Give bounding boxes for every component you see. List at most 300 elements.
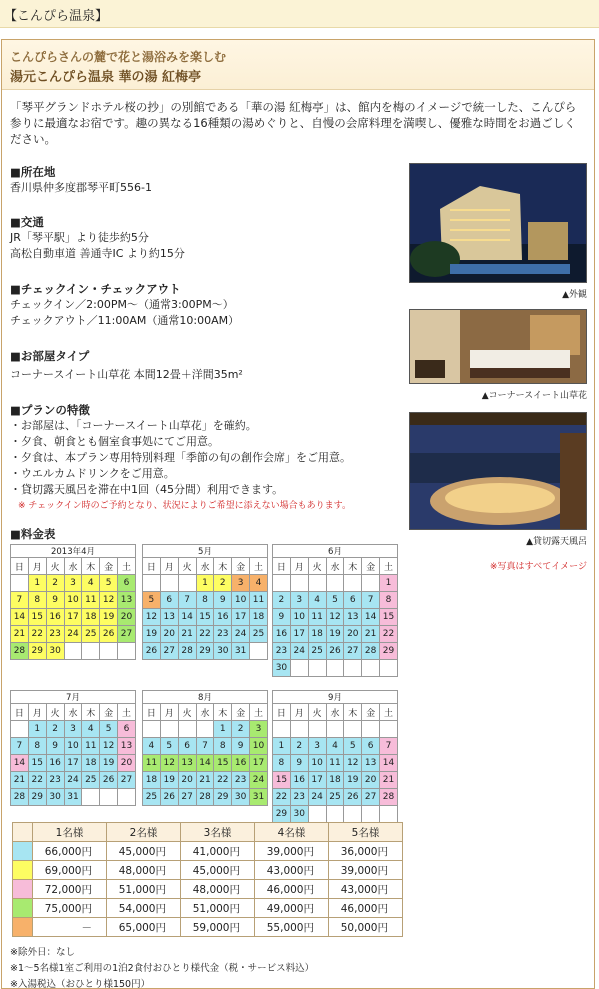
calendar-day: 9	[273, 609, 291, 626]
calendar-day: 18	[143, 772, 161, 789]
calendar-day: 18	[82, 609, 100, 626]
calendar-day: 6	[178, 738, 196, 755]
calendar-day: 2	[46, 575, 64, 592]
calendar-day: 31	[232, 643, 250, 660]
calendar-day: 3	[64, 575, 82, 592]
calendar-day	[290, 660, 308, 677]
calendar-day: 4	[250, 575, 268, 592]
calendar-day: 19	[100, 609, 118, 626]
calendar-day: 5	[100, 575, 118, 592]
calendar-day: 26	[344, 789, 362, 806]
calendar-day	[362, 806, 380, 823]
rate-color-swatch	[13, 918, 33, 937]
weekday-label: 日	[143, 704, 161, 721]
calendar-day: 8	[380, 592, 398, 609]
weekday-label: 金	[362, 704, 380, 721]
calendar-day: 29	[28, 643, 46, 660]
price-cell: 55,000円	[255, 918, 329, 937]
calendar-day: 22	[196, 626, 214, 643]
footnote: ※入湯税込（おひとり様150円）	[10, 979, 151, 989]
section-title: 【こんぴら温泉】	[4, 9, 109, 24]
access-text: JR「琴平駅」より徒歩約5分 高松自動車道 善通寺IC より約15分	[10, 231, 185, 260]
calendar-day: 25	[82, 772, 100, 789]
calendar-day: 23	[290, 789, 308, 806]
calendar-day: 29	[380, 643, 398, 660]
price-cell: 51,000円	[107, 880, 181, 899]
calendar-day: 28	[380, 789, 398, 806]
calendar-day: 14	[178, 609, 196, 626]
calendar-day: 22	[273, 789, 291, 806]
calendar-day: 13	[118, 592, 136, 609]
calendar-day	[380, 660, 398, 677]
price-cell: 43,000円	[329, 880, 403, 899]
calendar-day: 19	[143, 626, 161, 643]
weekday-label: 月	[290, 558, 308, 575]
calendar-day: 5	[160, 738, 178, 755]
calendar-day: 11	[82, 592, 100, 609]
calendar-day: 4	[308, 592, 326, 609]
calendar-day: 17	[308, 772, 326, 789]
weekday-label: 日	[143, 558, 161, 575]
calendar-day	[290, 721, 308, 738]
weekday-label: 水	[64, 558, 82, 575]
calendar-day: 26	[326, 643, 344, 660]
calendar-day: 23	[214, 626, 232, 643]
price-cell: 50,000円	[329, 918, 403, 937]
calendar-day: 30	[232, 789, 250, 806]
calendar-day: 15	[380, 609, 398, 626]
calendar-day: 15	[214, 755, 232, 772]
location-heading: ■所在地	[10, 165, 56, 179]
calendar-day: 12	[160, 755, 178, 772]
weekday-label: 火	[308, 704, 326, 721]
calendar-day: 4	[82, 575, 100, 592]
calendar-day: 9	[46, 592, 64, 609]
price-header: 1名様	[33, 823, 107, 842]
weekday-label: 月	[160, 558, 178, 575]
room-text: コーナースイート山草花 本間12畳＋洋間35m²	[10, 368, 243, 381]
calendar-day: 11	[326, 755, 344, 772]
price-cell: 65,000円	[107, 918, 181, 937]
room-heading: ■お部屋タイプ	[10, 349, 90, 363]
hotel-panel	[1, 39, 595, 989]
weekday-label: 日	[273, 704, 291, 721]
weekday-label: 水	[196, 704, 214, 721]
calendar-day	[344, 721, 362, 738]
calendar-day: 13	[344, 609, 362, 626]
weekday-label: 金	[362, 558, 380, 575]
calendar-day: 31	[250, 789, 268, 806]
calendar-day: 3	[64, 721, 82, 738]
calendar-day: 24	[64, 772, 82, 789]
calendar-day	[82, 643, 100, 660]
calendar-day: 12	[100, 738, 118, 755]
footnote: ※1～5名様1室ご利用の1泊2食付おひとり様代金（税・サービス料込）	[10, 963, 315, 974]
calendar-day: 8	[196, 592, 214, 609]
calendar-day	[326, 806, 344, 823]
price-cell: 69,000円	[33, 861, 107, 880]
plan-text: ・お部屋は、「コーナースイート山草花」を確約。 ・夕食、朝食とも個室食事処にてご用意。 ・夕食は、本プラン専用特別料理「季節の旬の創作会席」をご用意。 ・ウエルカムドリンクをご用意。 ・貸切露天風呂を滞在中1回（45分間）利用できます。 ※ チェックイン時のご予約となり、状況によりご希望に添えない場合もあります。	[10, 418, 351, 514]
weekday-label: 水	[326, 558, 344, 575]
calendar-day: 25	[326, 789, 344, 806]
calendar-day: 27	[160, 643, 178, 660]
calendar-day: 11	[82, 738, 100, 755]
price-cell: 66,000円	[33, 842, 107, 861]
calendar-day	[362, 721, 380, 738]
price-cell: 72,000円	[33, 880, 107, 899]
calendar-day	[344, 660, 362, 677]
calendar-day: 11	[250, 592, 268, 609]
calendar-day	[362, 575, 380, 592]
calendar-day: 4	[82, 721, 100, 738]
plan-heading: ■プランの特徴	[10, 403, 90, 417]
calendar-day: 23	[232, 772, 250, 789]
weekday-label: 木	[214, 558, 232, 575]
calendar-day: 21	[380, 772, 398, 789]
calendar-day	[308, 721, 326, 738]
calendar-day: 10	[64, 738, 82, 755]
calendar-day	[273, 575, 291, 592]
calendar-day: 1	[28, 575, 46, 592]
calendar-day: 27	[344, 643, 362, 660]
weekday-label: 月	[160, 704, 178, 721]
calendar-day: 18	[326, 772, 344, 789]
weekday-label: 土	[250, 558, 268, 575]
calendar-day	[11, 721, 29, 738]
calendar-day: 12	[326, 609, 344, 626]
calendar-day	[160, 721, 178, 738]
price-row	[13, 899, 403, 918]
weekday-label: 火	[46, 704, 64, 721]
calendar-day: 5	[143, 592, 161, 609]
calendar-day: 9	[214, 592, 232, 609]
plan-note: ※ チェックイン時のご予約となり、状況によりご希望に添えない場合もあります。	[18, 501, 351, 511]
calendar-day: 25	[82, 626, 100, 643]
calendar-day: 16	[290, 772, 308, 789]
calendar-day	[82, 789, 100, 806]
calendar-day: 7	[196, 738, 214, 755]
rate-color-swatch	[13, 861, 33, 880]
month-calendar	[142, 690, 268, 806]
calendar-day: 12	[344, 755, 362, 772]
month-title: 7月	[11, 691, 136, 704]
calendar-day: 27	[362, 789, 380, 806]
calendar-day: 19	[326, 626, 344, 643]
calendar-day	[64, 643, 82, 660]
calendar-day: 14	[362, 609, 380, 626]
price-cell: 75,000円	[33, 899, 107, 918]
calendar-day: 13	[178, 755, 196, 772]
calendar-day: 15	[28, 609, 46, 626]
calendar-day: 5	[100, 721, 118, 738]
calendar-day: 30	[290, 806, 308, 823]
price-cell: 48,000円	[181, 880, 255, 899]
calendar-day: 6	[362, 738, 380, 755]
calendar-day	[143, 575, 161, 592]
calendar-day: 17	[64, 755, 82, 772]
calendar-day: 16	[46, 609, 64, 626]
calendar-day	[380, 721, 398, 738]
calendar-day: 20	[362, 772, 380, 789]
calendar-day	[344, 575, 362, 592]
weekday-label: 火	[178, 704, 196, 721]
calendar-day	[326, 721, 344, 738]
month-calendar	[272, 690, 398, 823]
calendar-day: 26	[100, 626, 118, 643]
calendar-day: 29	[28, 789, 46, 806]
weekday-label: 木	[82, 704, 100, 721]
calendar-day: 5	[326, 592, 344, 609]
calendar-day: 10	[232, 592, 250, 609]
calendar-day: 20	[118, 609, 136, 626]
calendar-day: 10	[308, 755, 326, 772]
calendar-day: 3	[290, 592, 308, 609]
calendar-day: 2	[232, 721, 250, 738]
weekday-label: 日	[11, 558, 29, 575]
weekday-label: 日	[273, 558, 291, 575]
hotel-name: 湯元こんぴら温泉 華の湯 紅梅亭	[10, 70, 202, 85]
calendar-day: 21	[196, 772, 214, 789]
calendar-day: 3	[232, 575, 250, 592]
section-header	[0, 0, 599, 28]
calendar-day: 11	[308, 609, 326, 626]
exterior-photo	[409, 163, 587, 283]
calendar-day: 27	[178, 789, 196, 806]
calendar-day: 8	[28, 738, 46, 755]
calendar-day: 8	[28, 592, 46, 609]
weekday-label: 日	[11, 704, 29, 721]
calendar-day: 24	[232, 626, 250, 643]
checkin-heading: ■チェックイン・チェックアウト	[10, 282, 181, 296]
price-cell: 54,000円	[107, 899, 181, 918]
calendar-day: 2	[273, 592, 291, 609]
weekday-label: 木	[344, 704, 362, 721]
access-heading: ■交通	[10, 215, 44, 229]
calendar-day: 26	[160, 789, 178, 806]
calendar-day: 7	[11, 738, 29, 755]
calendar-day: 9	[232, 738, 250, 755]
calendar-day: 21	[178, 626, 196, 643]
price-cell: 48,000円	[107, 861, 181, 880]
calendar-day: 29	[214, 789, 232, 806]
calendar-day: 6	[118, 575, 136, 592]
weekday-label: 火	[308, 558, 326, 575]
price-cell: 41,000円	[181, 842, 255, 861]
calendar-day: 14	[11, 609, 29, 626]
weekday-label: 土	[118, 704, 136, 721]
calendar-day: 25	[143, 789, 161, 806]
month-title: 6月	[273, 545, 398, 558]
price-cell: 36,000円	[329, 842, 403, 861]
calendar-day: 29	[273, 806, 291, 823]
calendar-day: 29	[196, 643, 214, 660]
calendar-day: 4	[143, 738, 161, 755]
weekday-label: 月	[28, 704, 46, 721]
calendar-day	[11, 575, 29, 592]
calendar-day: 12	[100, 592, 118, 609]
price-table	[12, 822, 403, 937]
weekday-label: 土	[380, 558, 398, 575]
price-cell: 51,000円	[181, 899, 255, 918]
calendar-day	[308, 660, 326, 677]
rate-color-swatch	[13, 899, 33, 918]
calendar-day	[143, 721, 161, 738]
calendar-day	[344, 806, 362, 823]
location-text: 香川県仲多度郡琴平町556-1	[10, 181, 152, 194]
calendar-day: 2	[214, 575, 232, 592]
month-calendar	[10, 690, 136, 806]
price-cell: 45,000円	[181, 861, 255, 880]
calendar-day: 28	[362, 643, 380, 660]
calendar-day: 20	[344, 626, 362, 643]
calendar-day: 19	[160, 772, 178, 789]
weekday-label: 金	[232, 704, 250, 721]
calendar-day: 20	[178, 772, 196, 789]
calendar-day: 18	[82, 755, 100, 772]
calendar-day: 20	[160, 626, 178, 643]
calendar-day	[100, 789, 118, 806]
calendar-day: 20	[118, 755, 136, 772]
calendar-day: 14	[380, 755, 398, 772]
calendar-day: 24	[64, 626, 82, 643]
price-cell: 49,000円	[255, 899, 329, 918]
calendar-day: 22	[214, 772, 232, 789]
bath-photo	[409, 412, 587, 530]
calendar-day: 30	[214, 643, 232, 660]
calendar-day: 7	[178, 592, 196, 609]
calendar-day	[308, 806, 326, 823]
calendar-day: 8	[273, 755, 291, 772]
calendar-day: 9	[46, 738, 64, 755]
calendar-day: 15	[273, 772, 291, 789]
weekday-label: 土	[380, 704, 398, 721]
calendar-day	[308, 575, 326, 592]
rate-color-swatch	[13, 842, 33, 861]
calendar-day: 10	[64, 592, 82, 609]
calendar-day: 21	[11, 772, 29, 789]
calendar-day: 23	[46, 772, 64, 789]
calendar-day: 5	[344, 738, 362, 755]
weekday-label: 水	[196, 558, 214, 575]
price-cell: 46,000円	[329, 899, 403, 918]
price-cell: 46,000円	[255, 880, 329, 899]
calendar-day: 8	[214, 738, 232, 755]
calendar-day: 1	[196, 575, 214, 592]
calendar-day: 22	[28, 626, 46, 643]
calendar-day: 1	[273, 738, 291, 755]
calendar-day: 17	[232, 609, 250, 626]
room-caption: ▲コーナースイート山草花	[481, 391, 587, 401]
calendar-day: 13	[118, 738, 136, 755]
calendar-day: 16	[232, 755, 250, 772]
weekday-label: 土	[250, 704, 268, 721]
calendar-day: 16	[273, 626, 291, 643]
weekday-label: 木	[82, 558, 100, 575]
hotel-heading	[2, 40, 594, 90]
calendar-day: 10	[290, 609, 308, 626]
calendar-day: 21	[11, 626, 29, 643]
calendar-day	[290, 575, 308, 592]
calendar-day: 7	[362, 592, 380, 609]
price-header: 3名様	[181, 823, 255, 842]
calendar-day: 6	[160, 592, 178, 609]
calendar-day	[118, 643, 136, 660]
price-cell: －	[33, 918, 107, 937]
calendar-day: 24	[290, 643, 308, 660]
calendar-day: 22	[380, 626, 398, 643]
weekday-label: 土	[118, 558, 136, 575]
weekday-label: 水	[64, 704, 82, 721]
calendar-day: 17	[290, 626, 308, 643]
calendar-day: 23	[46, 626, 64, 643]
calendar-day: 30	[46, 789, 64, 806]
weekday-label: 金	[100, 704, 118, 721]
calendar-day	[326, 660, 344, 677]
calendar-day: 16	[214, 609, 232, 626]
calendar-day: 14	[196, 755, 214, 772]
weekday-label: 木	[344, 558, 362, 575]
calendar-day: 28	[11, 643, 29, 660]
calendar-day: 3	[250, 721, 268, 738]
calendar-day: 18	[250, 609, 268, 626]
price-row	[13, 861, 403, 880]
hotel-intro: 「琴平グランドホテル桜の抄」の別館である「華の湯 紅梅亭」は、館内を梅のイメージで統一した、こんぴら参りに最適なお宿です。趣の異なる16種類の湯めぐりと、自慢の会席料理を満喫し、優雅な時間をお過ごしください。	[10, 100, 577, 146]
calendar-day	[118, 789, 136, 806]
month-title: 8月	[143, 691, 268, 704]
calendar-day: 28	[178, 643, 196, 660]
calendar-day: 26	[100, 772, 118, 789]
price-row	[13, 918, 403, 937]
calendar-day: 15	[196, 609, 214, 626]
calendar-day: 31	[64, 789, 82, 806]
month-calendar	[10, 544, 136, 660]
calendar-day: 28	[196, 789, 214, 806]
calendar-day: 25	[250, 626, 268, 643]
calendar-day: 13	[160, 609, 178, 626]
calendar-day: 2	[46, 721, 64, 738]
calendar-day: 11	[143, 755, 161, 772]
calendar-day	[178, 575, 196, 592]
calendar-day: 2	[290, 738, 308, 755]
price-cell: 59,000円	[181, 918, 255, 937]
calendar-day: 14	[11, 755, 29, 772]
calendar-day: 10	[250, 738, 268, 755]
calendar-day: 27	[118, 626, 136, 643]
month-title: 5月	[143, 545, 268, 558]
calendar-day: 6	[118, 721, 136, 738]
calendar-day: 19	[100, 755, 118, 772]
calendar-day	[196, 721, 214, 738]
room-photo	[409, 309, 587, 384]
price-cell: 39,000円	[329, 861, 403, 880]
calendar-day: 24	[308, 789, 326, 806]
month-title: 2013年4月	[11, 545, 136, 558]
calendar-day	[380, 806, 398, 823]
calendar-day: 24	[250, 772, 268, 789]
rate-heading: ■料金表	[10, 527, 56, 541]
calendar-day: 17	[250, 755, 268, 772]
hotel-subtitle: こんぴらさんの麓で花と湯浴みを楽しむ	[10, 50, 227, 64]
weekday-label: 金	[100, 558, 118, 575]
month-calendar	[142, 544, 268, 660]
price-header: 4名様	[255, 823, 329, 842]
calendar-day: 6	[344, 592, 362, 609]
price-header: 5名様	[329, 823, 403, 842]
calendar-day: 1	[28, 721, 46, 738]
calendar-day	[250, 643, 268, 660]
calendar-day: 21	[362, 626, 380, 643]
rate-color-swatch	[13, 880, 33, 899]
